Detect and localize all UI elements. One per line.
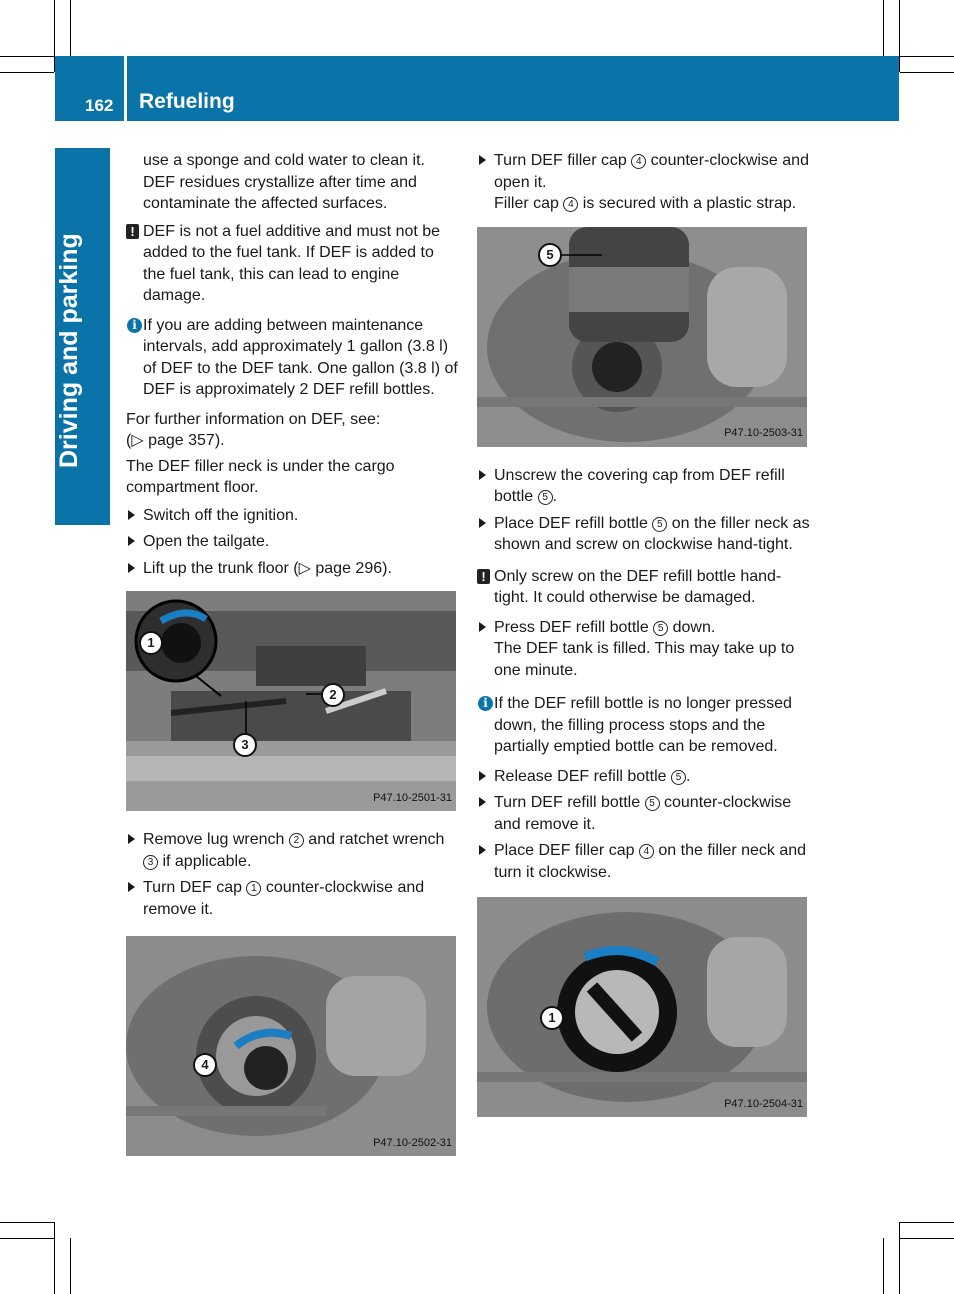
step-arrow-icon [128, 882, 135, 892]
step-text: if applicable. [158, 852, 252, 870]
step-item [126, 531, 460, 553]
callout-1: 1 [139, 631, 163, 655]
crop-mark [900, 1222, 954, 1223]
crop-mark [0, 1222, 54, 1223]
step-item [477, 150, 811, 193]
info-note [477, 693, 811, 758]
step-arrow-icon [128, 510, 135, 520]
info-icon: i [478, 696, 493, 711]
crop-mark [0, 1238, 54, 1239]
step-item [477, 792, 811, 835]
step-item [477, 617, 811, 639]
page-reference[interactable]: (▷ page 357). [126, 432, 225, 449]
crop-mark [899, 0, 900, 72]
step-text: Switch off the ignition. [143, 506, 299, 524]
step-text: on the filler neck and turn it clockwise. [494, 842, 807, 881]
figure-caption: P47.10-2504-31 [724, 1097, 803, 1110]
step-item [126, 505, 460, 527]
step-arrow-icon [479, 518, 486, 528]
page-number: 162 [85, 96, 114, 115]
crop-mark [900, 1238, 954, 1239]
warning-text: DEF is not a fuel additive and must not be added to the fuel tank. If DEF is added to the fuel tank, this can lead to engine damage. [143, 222, 441, 304]
step-text: down. [668, 618, 716, 636]
step-text: counter-clockwise and remove it. [143, 879, 425, 918]
step-text: counter-clockwise and open it. [494, 152, 809, 191]
callout-ref: 3 [143, 855, 158, 870]
callout-ref: 4 [563, 197, 578, 212]
step-text: . [685, 767, 691, 785]
callout-4: 4 [193, 1053, 217, 1077]
section-title: Refueling [139, 90, 235, 113]
step-arrow-icon [479, 771, 486, 781]
callout-5: 5 [538, 243, 562, 267]
figure-caption: P47.10-2503-31 [724, 427, 803, 439]
step-item [477, 465, 811, 508]
step-item [477, 840, 811, 883]
crop-mark [0, 72, 54, 73]
step-text: Place DEF filler cap [494, 842, 639, 859]
callout-ref: 1 [246, 881, 261, 896]
step-arrow-icon [479, 622, 486, 632]
warning-text: Only screw on the DEF refill bottle hand-tight. It could otherwise be damaged. [494, 567, 782, 606]
step-item [126, 829, 460, 872]
crop-mark [899, 1222, 900, 1294]
figure-close-cap [477, 897, 807, 1117]
step-text: Turn DEF cap [143, 879, 247, 896]
info-text: If the DEF refill bottle is no longer pressed down, the filling process stops and the partially emptied bottle can be removed. [494, 695, 792, 755]
warning-icon: ! [126, 224, 139, 239]
chapter-tab-label: Driving and parking [55, 233, 83, 468]
figure-illustration [126, 591, 456, 811]
crop-mark [883, 0, 884, 56]
step-text: Unscrew the covering cap from DEF refill bottle [494, 466, 785, 505]
step-text: Place DEF refill bottle [494, 514, 653, 532]
step-arrow-icon [128, 563, 135, 573]
figure-illustration [477, 897, 807, 1117]
right-column [477, 150, 811, 1135]
callout-2: 2 [321, 683, 345, 707]
figure-illustration [126, 936, 456, 1156]
crop-mark [0, 56, 54, 57]
info-text: If you are adding between maintenance intervals, add approximately 1 gallon (3.8 l) of DEF to the DEF tank. One gallon (3.8 l) of DEF is approximately 2 DEF refill bottles. [143, 316, 458, 398]
callout-ref: 5 [645, 796, 660, 811]
crop-mark [883, 1238, 884, 1294]
step-text: on the filler neck as shown and screw on clockwise hand-tight. [494, 514, 810, 553]
step-arrow-icon [479, 797, 486, 807]
warning-note [126, 221, 460, 307]
callout-ref: 2 [289, 833, 304, 848]
callout-ref: 5 [653, 621, 668, 636]
step-text: Release DEF refill bottle [494, 767, 671, 785]
page-header [55, 56, 899, 121]
info-icon: i [127, 318, 142, 333]
step-text: Open the tailgate. [143, 533, 270, 550]
step-arrow-icon [479, 155, 486, 165]
paragraph: The DEF filler neck is under the cargo compartment floor. [126, 457, 395, 496]
step-item [126, 877, 460, 920]
callout-3: 3 [233, 733, 257, 757]
figure-refill-bottle [477, 227, 807, 447]
crop-mark [900, 56, 954, 57]
step-text: Turn DEF filler cap [494, 152, 632, 169]
callout-ref: 4 [639, 844, 654, 859]
step-text: counter-clockwise and remove it. [494, 794, 792, 833]
info-note [126, 315, 460, 401]
step-item [477, 513, 811, 556]
step-text: Filler cap [494, 195, 564, 212]
step-text: is secured with a plastic strap. [578, 195, 797, 212]
step-arrow-icon [128, 536, 135, 546]
step-arrow-icon [479, 845, 486, 855]
figure-trunk-tools [126, 591, 456, 811]
callout-ref: 4 [631, 154, 646, 169]
warning-note [477, 566, 811, 609]
step-arrow-icon [479, 470, 486, 480]
paragraph [126, 409, 460, 452]
figure-caption: P47.10-2502-31 [373, 1136, 452, 1149]
step-item [477, 766, 811, 788]
figure-def-cap [126, 936, 456, 1156]
step-text: Turn DEF refill bottle [494, 794, 645, 811]
left-column [126, 150, 460, 1174]
callout-ref: 5 [652, 517, 667, 532]
step-text: . [552, 488, 558, 505]
crop-mark [70, 1238, 71, 1294]
figure-illustration [477, 227, 807, 447]
step-text: Lift up the trunk floor (▷ page 296). [143, 559, 392, 577]
step-item [126, 558, 460, 580]
paragraph: use a sponge and cold water to clean it. DEF residues crystallize after time and contaminate the affected surfaces. [143, 152, 425, 212]
step-text: Press DEF refill bottle [494, 618, 654, 636]
callout-ref: 5 [671, 770, 686, 785]
warning-icon: ! [477, 569, 490, 584]
step-text: Remove lug wrench [143, 831, 289, 848]
further-info-text: For further information on DEF, see: [126, 410, 381, 428]
callout-1: 1 [540, 1006, 564, 1030]
step-text: and ratchet wrench [303, 831, 445, 848]
step-result: The DEF tank is filled. This may take up to one minute. [494, 640, 795, 679]
crop-mark [54, 1222, 55, 1294]
crop-mark [900, 72, 954, 73]
step-arrow-icon [128, 834, 135, 844]
step-result [477, 193, 811, 215]
header-divider [124, 56, 127, 121]
callout-ref: 5 [538, 490, 553, 505]
figure-caption: P47.10-2501-31 [373, 791, 452, 804]
